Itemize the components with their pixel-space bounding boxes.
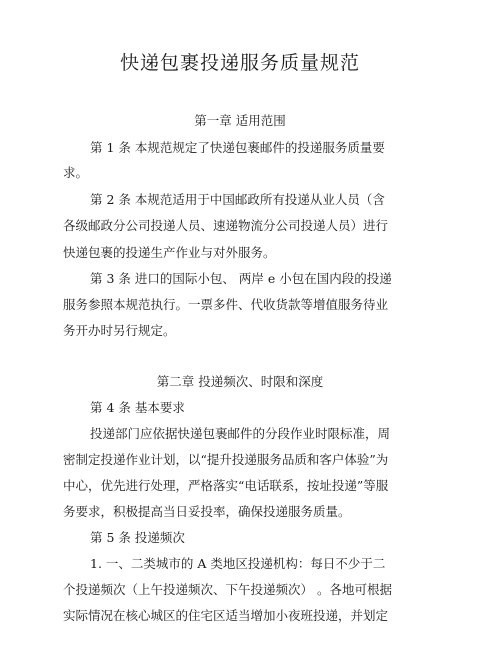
- article-1-line-1: 第 1 条 本规范规定了快递包裹邮件的投递服务质量要: [90, 140, 385, 155]
- article-2-line-1: 第 2 条 本规范适用于中国邮政所有投递从业人员（含: [90, 192, 385, 207]
- article-1-line-2: 求。: [63, 165, 89, 180]
- article-3-line-1: 第 3 条 进口的国际小包、 两岸 e 小包在国内段的投递: [90, 271, 392, 286]
- chapter-2-heading: 第二章 投递频次、时限和深度: [156, 374, 324, 389]
- article-4-title: 第 4 条 基本要求: [90, 400, 185, 415]
- article-2-line-3: 快递包裹的投递生产作业与对外服务。: [63, 245, 276, 260]
- article-5-line-3: 实际情况在核心城区的住宅区适当增加小夜班投递，并划定: [63, 608, 389, 623]
- article-4-line-2: 密制定投递作业计划，以“提升投递服务品质和客户体验”为: [63, 452, 389, 467]
- article-4-line-4: 务要求，积极提高当日妥投率，确保投递服务质量。: [63, 504, 351, 519]
- article-4-line-1: 投递部门应依据快递包裹邮件的分段作业时限标准，周: [90, 426, 391, 441]
- article-5-line-1: 1. 一、二类城市的 A 类地区投递机构：每日不少于二: [90, 556, 386, 571]
- article-2-line-2: 各级邮政分公司投递人员、速递物流分公司投递人员）进行: [63, 218, 389, 233]
- article-3-line-3: 务开办时另行规定。: [63, 323, 176, 338]
- article-3-line-2: 服务参照本规范执行。一票多件、代收货款等增值服务待业: [63, 297, 389, 312]
- document-title: 快递包裹投递服务质量规范: [119, 52, 360, 74]
- article-5-title: 第 5 条 投递频次: [90, 530, 185, 545]
- article-4-line-3: 中心，优先进行处理，严格落实“电话联系，按址投递”等服: [63, 478, 389, 493]
- article-5-line-2: 个投递频次（上午投递频次、下午投递频次） 。各地可根据: [63, 582, 392, 597]
- chapter-1-heading: 第一章 适用范围: [194, 113, 286, 128]
